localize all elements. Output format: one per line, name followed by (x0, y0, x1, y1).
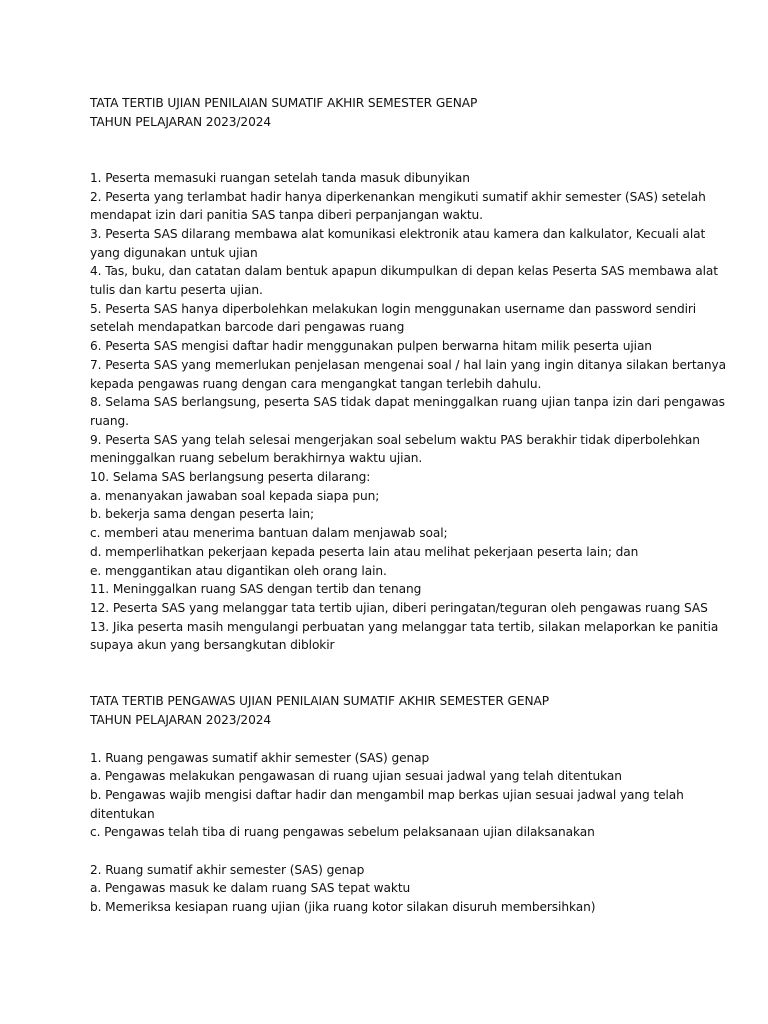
rule-line: 3. Peserta SAS dilarang membawa alat komunikasi elektronik atau kamera dan kalkulator, Kecuali alat (90, 226, 706, 241)
rule-line: 6. Peserta SAS mengisi daftar hadir menggunakan pulpen berwarna hitam milik peserta ujian (90, 339, 652, 354)
section1-title-line: TATA TERTIB UJIAN PENILAIAN SUMATIF AKHIR SEMESTER GENAP (90, 96, 478, 110)
section2-part2 (90, 861, 680, 917)
rule-line: 5. Peserta SAS hanya diperbolehkan melakukan login menggunakan username dan password sendiri (90, 301, 697, 316)
section1-rules (90, 169, 726, 655)
rule-line: ditentukan (90, 806, 155, 821)
section1-title-line: TAHUN PELAJARAN 2023/2024 (90, 114, 272, 129)
rule-line: c. memberi atau menerima bantuan dalam menjawab soal; (90, 526, 448, 541)
rule-line: ruang. (90, 413, 129, 428)
rule-line: c. Pengawas telah tiba di ruang pengawas sebelum pelaksanaan ujian dilaksanakan (90, 825, 595, 840)
spacer (90, 131, 680, 168)
rule-line: 11. Meninggalkan ruang SAS dengan tertib dan tenang (90, 582, 422, 597)
rule-line: 7. Peserta SAS yang memerlukan penjelasan mengenai soal / hal lain yang ingin ditanya silakan bertanya (90, 357, 726, 372)
rule-line: a. Pengawas melakukan pengawasan di ruang ujian sesuai jadwal yang telah ditentukan (90, 769, 622, 784)
rule-line: 10. Selama SAS berlangsung peserta dilarang: (90, 470, 371, 485)
rule-line: a. menanyakan jawaban soal kepada siapa pun; (90, 488, 380, 503)
rule-line: 8. Selama SAS berlangsung, peserta SAS tidak dapat meninggalkan ruang ujian tanpa izin dari pengawas (90, 395, 725, 410)
rule-line: yang digunakan untuk ujian (90, 245, 258, 260)
rule-line: b. Memeriksa kesiapan ruang ujian (jika ruang kotor silakan disuruh membersihkan) (90, 900, 596, 915)
section2-title-line: TAHUN PELAJARAN 2023/2024 (90, 713, 272, 728)
rule-line: 1. Peserta memasuki ruangan setelah tanda masuk dibunyikan (90, 170, 470, 185)
rule-line: mendapat izin dari panitia SAS tanpa diberi perpanjangan waktu. (90, 208, 483, 223)
rule-line: kepada pengawas ruang dengan cara mengangkat tangan terlebih dahulu. (90, 376, 542, 391)
rule-line: meninggalkan ruang sebelum berakhirnya waktu ujian. (90, 451, 423, 466)
rule-line: tulis dan kartu peserta ujian. (90, 283, 263, 298)
rule-line: 2. Peserta yang terlambat hadir hanya diperkenankan mengikuti sumatif akhir semester (SAS) setelah (90, 189, 706, 204)
rule-line: 4. Tas, buku, dan catatan dalam bentuk apapun dikumpulkan di depan kelas Peserta SAS membawa alat (90, 264, 718, 279)
rule-line: supaya akun yang bersangkutan diblokir (90, 638, 335, 653)
rule-line: d. memperlihatkan pekerjaan kepada peserta lain atau melihat pekerjaan peserta lain; dan (90, 544, 639, 559)
rule-line: e. menggantikan atau digantikan oleh orang lain. (90, 563, 387, 578)
spacer (90, 730, 680, 749)
document-page (90, 94, 726, 917)
section2-title-line: TATA TERTIB PENGAWAS UJIAN PENILAIAN SUMATIF AKHIR SEMESTER GENAP (90, 694, 549, 709)
rule-line: a. Pengawas masuk ke dalam ruang SAS tepat waktu (90, 881, 411, 896)
rule-line: 13. Jika peserta masih mengulangi perbuatan yang melanggar tata tertib, silakan melaporkan ke panitia (90, 619, 719, 634)
rule-line: setelah mendapatkan barcode dari pengawas ruang (90, 320, 405, 335)
rule-line: 12. Peserta SAS yang melanggar tata tertib ujian, diberi peringatan/teguran oleh pengawas ruang SAS (90, 600, 708, 615)
rule-line: 9. Peserta SAS yang telah selesai mengerjakan soal sebelum waktu PAS berakhir tidak diperbolehkan (90, 432, 700, 447)
rule-line: 1. Ruang pengawas sumatif akhir semester (SAS) genap (90, 750, 430, 765)
section1-title (90, 94, 680, 131)
section2-part1 (90, 749, 684, 843)
rule-line: 2. Ruang sumatif akhir semester (SAS) genap (90, 862, 365, 877)
rule-line: b. Pengawas wajib mengisi daftar hadir dan mengambil map berkas ujian sesuai jadwal yang telah (90, 787, 684, 802)
rule-line: b. bekerja sama dengan peserta lain; (90, 507, 315, 522)
spacer (90, 655, 680, 692)
spacer (90, 842, 680, 861)
section2-title (90, 692, 680, 729)
